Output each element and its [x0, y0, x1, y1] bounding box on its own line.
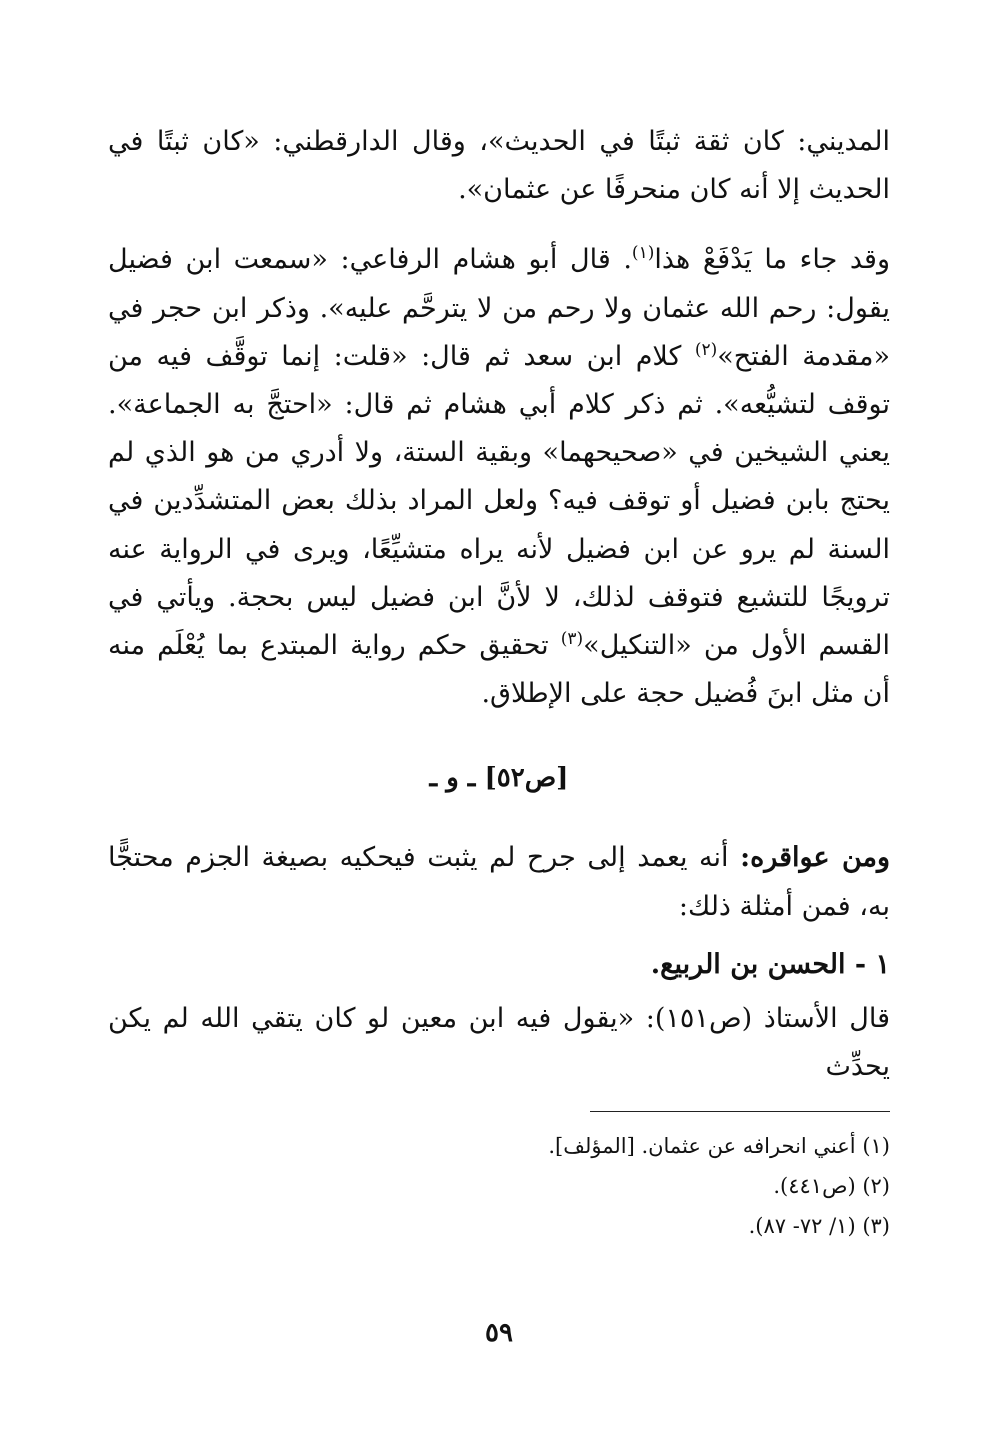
page-number: ٥٩ [485, 1318, 513, 1348]
footnote-ref-1: (١) [631, 243, 655, 264]
footnote-ref-2: (٢) [694, 339, 718, 360]
footnotes [108, 1126, 890, 1246]
paragraph-1: المديني: كان ثقة ثبتًا في الحديث»، وقال الدارقطني: «كان ثبتًا في الحديث إلا أنه كان منحرفًا عن عثمان». [108, 126, 890, 206]
paragraph-3-lead: ومن عواقره: [740, 842, 891, 874]
item-heading [108, 941, 890, 989]
book-page [108, 118, 890, 1438]
paragraph-4: قال الأستاذ (ص١٥١): «يقول فيه ابن معين لو كان يتقي الله لم يكن يحدِّث [108, 1002, 890, 1083]
footnote-ref-3: (٣) [560, 629, 584, 650]
paragraph-2-part-d: تحقيق حكم رواية المبتدع بما يُعْلَم منه أن مثل ابنَ فُضيل حجة على الإطلاق. [108, 630, 890, 710]
section-heading: [ص٥٢] ـ و ـ [429, 763, 569, 794]
footnote-2: (٢) (ص٤٤١). [773, 1174, 890, 1199]
paragraph-2-part-a: وقد جاء ما يَدْفَعْ هذا [654, 244, 890, 276]
paragraph-3-text: أنه يعمد إلى جرح لم يثبت فيحكيه بصيغة الجزم محتجًّا به، فمن أمثلة ذلك: [108, 842, 890, 922]
paragraph-2-part-c: كلام ابن سعد ثم قال: «قلت: إنما توقَّف فيه من توقف لتشيُّعه». ثم ذكر كلام أبي هشام ثم قال: «احتجَّ به الجماعة». يعني الشيخين في «صحيحهما» وبقية الستة، ولا أدري من هو الذي لم يحتج بابن فضيل أو توقف فيه؟ ولعل المراد بذلك بعض المتشدِّدين في السنة لم يرو عن ابن فضيل لأنه يراه متشيِّعًا، ويرى في الرواية عنه ترويجًا للتشيع فتوقف لذلك، لا لأنَّ ابن فضيل ليس بحجة. ويأتي في القسم الأول من «التنكيل» [108, 340, 890, 662]
paragraph-2-part-b: . قال أبو هشام الرفاعي: «سمعت ابن فضيل يقول: رحم الله عثمان ولا رحم من لا يترحَّم عليه». وذكر ابن حجر في «مقدمة الفتح» [108, 244, 890, 372]
footnote-separator [590, 1111, 890, 1112]
paragraph-3 [108, 834, 890, 930]
item-title: الحسن بن الربيع. [650, 948, 855, 980]
footnote-3: (٣) (١/ ٧٢- ٨٧). [748, 1214, 890, 1239]
footnote-1: (١) أعني انحرافه عن عثمان. [المؤلف]. [548, 1134, 890, 1159]
item-number: ١ - [854, 948, 890, 980]
paragraph-2 [108, 236, 890, 718]
